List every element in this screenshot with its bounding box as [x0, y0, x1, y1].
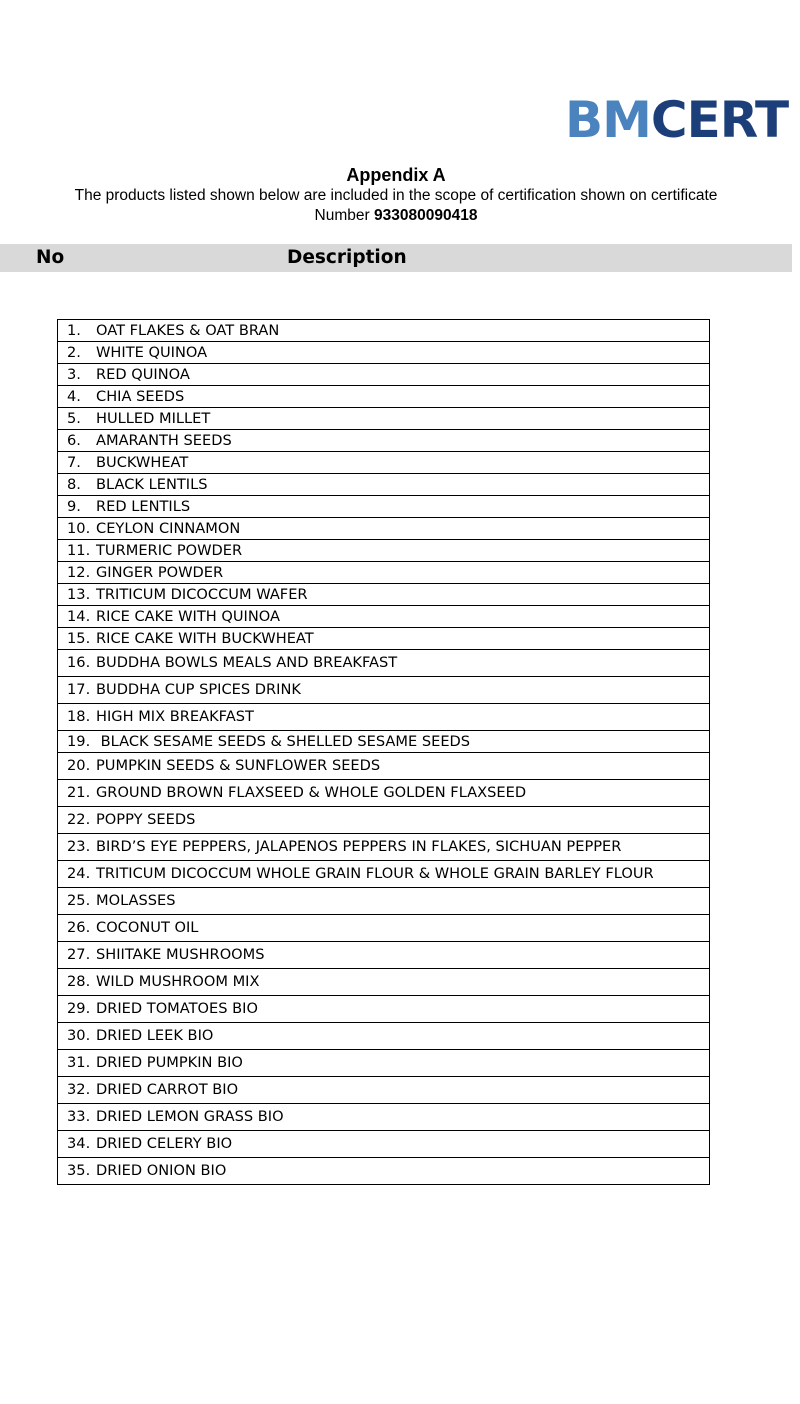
item-description: BUCKWHEAT: [96, 453, 189, 471]
column-header-bar: [0, 244, 792, 272]
item-number: 12.: [67, 563, 91, 581]
item-number: 32.: [67, 1081, 91, 1098]
product-cell: [58, 386, 710, 408]
product-cell: [58, 562, 710, 584]
item-description: WILD MUSHROOM MIX: [96, 973, 260, 990]
product-cell: [58, 650, 710, 677]
product-cell: [58, 584, 710, 606]
table-row: [58, 430, 710, 452]
product-cell: [58, 753, 710, 780]
item-number: 34.: [67, 1135, 91, 1152]
product-cell: [58, 364, 710, 386]
product-cell: [58, 518, 710, 540]
item-number: 7.: [67, 453, 81, 471]
item-description: RED QUINOA: [96, 365, 190, 383]
product-cell: [58, 834, 710, 861]
item-number: 22.: [67, 811, 91, 828]
item-description: BUDDHA CUP SPICES DRINK: [96, 681, 301, 698]
table-row: [58, 452, 710, 474]
item-description: DRIED TOMATOES BIO: [96, 1000, 258, 1017]
product-cell: [58, 1050, 710, 1077]
item-number: 11.: [67, 541, 91, 559]
item-number: 2.: [67, 343, 81, 361]
bmcert-logo: [565, 92, 788, 148]
product-cell: [58, 1131, 710, 1158]
product-cell: [58, 996, 710, 1023]
item-description: BLACK LENTILS: [96, 475, 208, 493]
item-number: 8.: [67, 475, 81, 493]
item-number: 35.: [67, 1162, 91, 1179]
item-description: BIRD’S EYE PEPPERS, JALAPENOS PEPPERS IN FLAKES, SICHUAN PEPPER: [96, 838, 622, 855]
item-number: 26.: [67, 919, 91, 936]
product-cell: [58, 731, 710, 753]
intro-line: The products listed shown below are included in the scope of certification shown on certificate: [74, 187, 718, 204]
product-cell: [58, 807, 710, 834]
table-row: [58, 408, 710, 430]
table-row: [58, 677, 710, 704]
products-table-body: [58, 320, 710, 1185]
item-description: TRITICUM DICOCCUM WHOLE GRAIN FLOUR & WHOLE GRAIN BARLEY FLOUR: [96, 865, 654, 882]
item-description: TRITICUM DICOCCUM WAFER: [96, 585, 308, 603]
table-row: [58, 386, 710, 408]
item-description: POPPY SEEDS: [96, 811, 196, 828]
item-number: 9.: [67, 497, 81, 515]
item-description: OAT FLAKES & OAT BRAN: [96, 321, 280, 339]
column-header-no: No: [36, 247, 65, 268]
item-number: 25.: [67, 892, 91, 909]
table-row: [58, 915, 710, 942]
product-cell: [58, 942, 710, 969]
item-description: DRIED LEEK BIO: [96, 1027, 214, 1044]
item-number: 10.: [67, 519, 91, 537]
table-row: [58, 474, 710, 496]
table-row: [58, 969, 710, 996]
product-cell: [58, 1077, 710, 1104]
product-cell: [58, 861, 710, 888]
product-cell: [58, 888, 710, 915]
item-description: GROUND BROWN FLAXSEED & WHOLE GOLDEN FLAXSEED: [96, 784, 527, 801]
table-row: [58, 584, 710, 606]
item-number: 6.: [67, 431, 81, 449]
table-row: [58, 364, 710, 386]
item-number: 20.: [67, 757, 91, 774]
item-description: DRIED PUMPKIN BIO: [96, 1054, 243, 1071]
table-row: [58, 861, 710, 888]
item-number: 19.: [67, 732, 91, 750]
item-number: 23.: [67, 838, 91, 855]
logo-text-bm: BM: [565, 91, 651, 149]
product-cell: [58, 342, 710, 364]
table-row: [58, 606, 710, 628]
product-cell: [58, 1158, 710, 1185]
item-description: DRIED CELERY BIO: [96, 1135, 233, 1152]
item-description: AMARANTH SEEDS: [96, 431, 232, 449]
item-number: 13.: [67, 585, 91, 603]
table-row: [58, 1050, 710, 1077]
product-cell: [58, 704, 710, 731]
certificate-number: 933080090418: [374, 207, 478, 224]
certificate-number-line: [0, 206, 792, 226]
item-description: CEYLON CINNAMON: [96, 519, 241, 537]
table-row: [58, 731, 710, 753]
item-description: COCONUT OIL: [96, 919, 199, 936]
intro-text: [0, 186, 792, 226]
table-row: [58, 540, 710, 562]
item-number: 4.: [67, 387, 81, 405]
product-cell: [58, 496, 710, 518]
table-row: [58, 1104, 710, 1131]
table-row: [58, 888, 710, 915]
column-header-description: Description: [287, 247, 407, 268]
item-number: 18.: [67, 708, 91, 725]
table-row: [58, 518, 710, 540]
item-description: MOLASSES: [96, 892, 176, 909]
table-row: [58, 1077, 710, 1104]
item-description: TURMERIC POWDER: [96, 541, 243, 559]
product-cell: [58, 1023, 710, 1050]
table-row: [58, 753, 710, 780]
item-description: BLACK SESAME SEEDS & SHELLED SESAME SEEDS: [96, 732, 471, 750]
number-label: Number: [314, 207, 370, 224]
item-number: 16.: [67, 654, 91, 671]
table-row: [58, 320, 710, 342]
item-description: DRIED LEMON GRASS BIO: [96, 1108, 284, 1125]
item-description: RICE CAKE WITH QUINOA: [96, 607, 280, 625]
item-number: 27.: [67, 946, 91, 963]
item-number: 28.: [67, 973, 91, 990]
item-number: 31.: [67, 1054, 91, 1071]
table-row: [58, 996, 710, 1023]
product-cell: [58, 915, 710, 942]
item-description: BUDDHA BOWLS MEALS AND BREAKFAST: [96, 654, 398, 671]
table-row: [58, 704, 710, 731]
item-number: 3.: [67, 365, 81, 383]
item-description: PUMPKIN SEEDS & SUNFLOWER SEEDS: [96, 757, 381, 774]
item-number: 14.: [67, 607, 91, 625]
table-row: [58, 780, 710, 807]
item-description: GINGER POWDER: [96, 563, 224, 581]
item-number: 1.: [67, 321, 81, 339]
item-number: 5.: [67, 409, 81, 427]
products-table: [57, 319, 710, 1185]
table-row: [58, 628, 710, 650]
product-cell: [58, 320, 710, 342]
item-number: 30.: [67, 1027, 91, 1044]
item-number: 33.: [67, 1108, 91, 1125]
product-cell: [58, 1104, 710, 1131]
product-cell: [58, 780, 710, 807]
table-row: [58, 496, 710, 518]
item-description: HIGH MIX BREAKFAST: [96, 708, 254, 725]
table-row: [58, 562, 710, 584]
table-row: [58, 834, 710, 861]
table-row: [58, 650, 710, 677]
item-description: HULLED MILLET: [96, 409, 211, 427]
product-cell: [58, 540, 710, 562]
table-row: [58, 342, 710, 364]
item-number: 29.: [67, 1000, 91, 1017]
item-number: 21.: [67, 784, 91, 801]
item-number: 15.: [67, 629, 91, 647]
item-number: 17.: [67, 681, 91, 698]
item-description: RED LENTILS: [96, 497, 191, 515]
product-cell: [58, 408, 710, 430]
product-cell: [58, 430, 710, 452]
item-description: WHITE QUINOA: [96, 343, 208, 361]
logo-text-cert: CERT: [650, 91, 789, 149]
item-number: 24.: [67, 865, 91, 882]
product-cell: [58, 677, 710, 704]
table-row: [58, 1023, 710, 1050]
product-cell: [58, 628, 710, 650]
table-row: [58, 807, 710, 834]
item-description: SHIITAKE MUSHROOMS: [96, 946, 265, 963]
table-row: [58, 1158, 710, 1185]
product-cell: [58, 969, 710, 996]
item-description: DRIED CARROT BIO: [96, 1081, 239, 1098]
product-cell: [58, 474, 710, 496]
appendix-title: Appendix A: [346, 165, 446, 185]
item-description: RICE CAKE WITH BUCKWHEAT: [96, 629, 314, 647]
product-cell: [58, 452, 710, 474]
table-row: [58, 942, 710, 969]
item-description: CHIA SEEDS: [96, 387, 185, 405]
table-row: [58, 1131, 710, 1158]
product-cell: [58, 606, 710, 628]
item-description: DRIED ONION BIO: [96, 1162, 227, 1179]
